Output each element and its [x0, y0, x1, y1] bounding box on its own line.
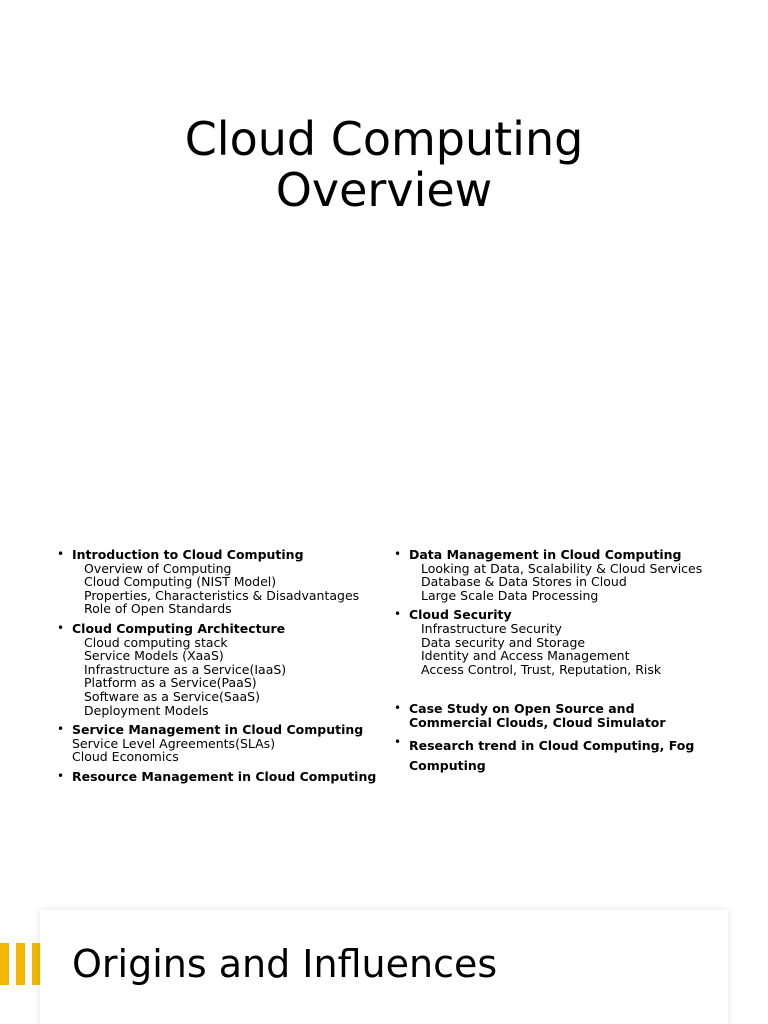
topic-intro — [57, 548, 377, 616]
bullet-icon: • — [57, 722, 65, 737]
bullet-icon: • — [394, 734, 402, 749]
subtopic: Service Models (XaaS) — [84, 648, 224, 664]
topic-architecture — [57, 622, 377, 717]
subtopic: Access Control, Trust, Reputation, Risk — [421, 661, 662, 677]
subtopic: Cloud computing stack — [84, 634, 228, 650]
bullet-icon: • — [394, 701, 402, 716]
subtopic: Properties, Characteristics & Disadvantages — [84, 587, 360, 603]
subtopic: Identity and Access Management — [421, 648, 630, 664]
bullet-icon: • — [394, 607, 402, 622]
accent-bar — [0, 943, 9, 985]
topic-title: Cloud Computing Architecture — [72, 620, 286, 636]
topic-title: Data Management in Cloud Computing — [409, 547, 682, 562]
subtopic: Role of Open Standards — [84, 601, 232, 617]
accent-bar — [16, 943, 25, 985]
topic-resource-management — [57, 770, 377, 784]
subtopic: Infrastructure as a Service(IaaS) — [84, 661, 287, 677]
topic-research-trend — [394, 736, 704, 776]
bullet-icon: • — [394, 547, 402, 561]
slide-origins — [40, 910, 728, 1024]
slide-title: Origins and Influences — [72, 942, 498, 986]
topics-left-column — [57, 548, 377, 790]
topic-case-study — [394, 702, 704, 729]
topic-title: Introduction to Cloud Computing — [72, 547, 304, 562]
subtopic: Platform as a Service(PaaS) — [84, 675, 257, 691]
bullet-icon: • — [57, 620, 65, 635]
subtopic: Deployment Models — [84, 702, 209, 718]
subtopic: Database & Data Stores in Cloud — [421, 574, 627, 590]
subtopic: Infrastructure Security — [421, 620, 562, 636]
subtopic: Cloud Economics — [72, 749, 179, 765]
bullet-icon: • — [57, 768, 65, 783]
topic-service-management — [57, 723, 377, 764]
topic-title: Case Study on Open Source and Commercial Clouds, Cloud Simulator — [409, 701, 666, 730]
topic-title: Service Management in Cloud Computing — [72, 722, 364, 738]
slide-title-line-2: Overview — [275, 163, 493, 217]
subtopic: Cloud Computing (NIST Model) — [84, 574, 277, 590]
slide-title — [0, 114, 768, 216]
subtopic: Software as a Service(SaaS) — [84, 688, 260, 704]
topic-data-management — [394, 548, 704, 602]
topics-right-column — [394, 548, 704, 782]
subtopic: Data security and Storage — [421, 634, 586, 650]
topic-title: Cloud Security — [409, 607, 512, 623]
bullet-icon: • — [57, 547, 65, 561]
slide-title-line-1: Cloud Computing — [184, 112, 584, 166]
topic-title: Resource Management in Cloud Computing — [72, 768, 377, 784]
subtopic: Overview of Computing — [84, 560, 232, 576]
subtopic: Large Scale Data Processing — [421, 587, 599, 603]
subtopic: Service Level Agreements(SLAs) — [72, 735, 276, 751]
subtopic: Looking at Data, Scalability & Cloud Services — [421, 560, 703, 576]
topic-cloud-security — [394, 608, 704, 676]
topic-title: Research trend in Cloud Computing, Fog Computing — [409, 737, 695, 773]
